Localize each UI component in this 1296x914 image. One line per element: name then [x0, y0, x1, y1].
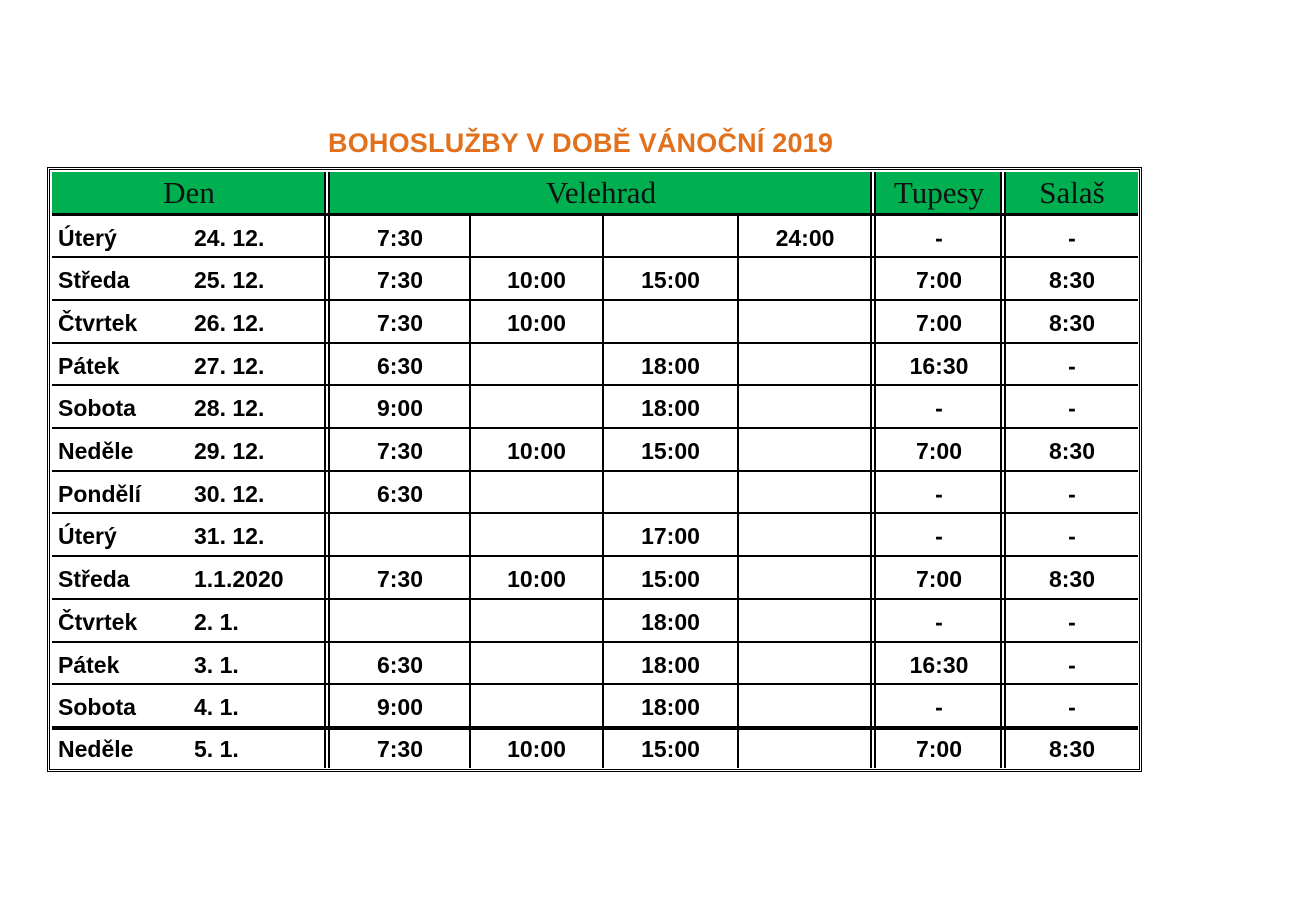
column-divider: [870, 172, 872, 768]
cell-v-1: 10:00: [507, 735, 566, 762]
cell-day: Středa: [58, 566, 130, 592]
cell-v-0: 6:30: [376, 352, 424, 379]
cell-date: 28. 12.: [194, 395, 265, 421]
cell-v-2: 18:00: [641, 352, 700, 379]
cell-date: 27. 12.: [194, 352, 265, 379]
row-divider: [52, 555, 1138, 557]
cell-date: 24. 12.: [194, 224, 265, 251]
cell-salas: 8:30: [1048, 566, 1096, 592]
cell-v-2: [603, 302, 738, 345]
column-divider: [328, 172, 330, 768]
cell-v-3: [738, 686, 872, 729]
row-divider: [52, 384, 1138, 386]
cell-v-1: [470, 601, 603, 644]
cell-date: 30. 12.: [194, 480, 265, 507]
row-divider: [52, 683, 1138, 685]
column-divider: [1000, 172, 1002, 768]
column-divider: [874, 172, 876, 768]
cell-v-1: [470, 345, 603, 387]
cell-v-0: 7:30: [376, 310, 424, 336]
page-title: BOHOSLUŽBY V DOBĚ VÁNOČNÍ 2019: [328, 128, 834, 158]
header-tupesy: Tupesy: [876, 172, 1002, 214]
cell-v-2: 18:00: [641, 694, 700, 720]
cell-v-0: 7:30: [376, 267, 424, 293]
header-den: Den: [52, 172, 326, 214]
cell-salas: -: [1068, 609, 1076, 635]
cell-salas: 8:30: [1048, 438, 1096, 464]
cell-v-3: 24:00: [775, 224, 835, 251]
cell-day: Středa: [58, 267, 130, 293]
column-divider: [602, 214, 604, 768]
cell-v-1: [470, 686, 603, 729]
cell-salas: -: [1068, 352, 1076, 379]
cell-v-0: 9:00: [376, 694, 424, 720]
cell-salas: -: [1068, 395, 1076, 421]
cell-v-0: 7:30: [376, 438, 424, 464]
cell-salas: -: [1068, 694, 1076, 720]
header-velehrad: Velehrad: [330, 172, 872, 214]
cell-v-2: 18:00: [641, 651, 700, 678]
cell-date: 1.1.2020: [194, 566, 284, 592]
row-divider: [52, 512, 1138, 514]
cell-tupesy: -: [935, 523, 943, 549]
cell-v-2: 15:00: [641, 735, 700, 762]
cell-salas: 8:30: [1048, 735, 1096, 762]
cell-v-3: [738, 345, 872, 387]
row-divider: [52, 427, 1138, 429]
cell-day: Čtvrtek: [58, 310, 138, 336]
cell-v-3: [738, 644, 872, 686]
cell-tupesy: -: [935, 395, 943, 421]
cell-salas: -: [1068, 651, 1076, 678]
column-divider: [737, 214, 739, 768]
cell-date: 25. 12.: [194, 267, 265, 293]
cell-salas: -: [1068, 523, 1076, 549]
cell-date: 26. 12.: [194, 310, 265, 336]
cell-v-3: [738, 302, 872, 345]
cell-v-1: [470, 473, 603, 515]
cell-v-1: [470, 644, 603, 686]
column-divider: [469, 214, 471, 768]
cell-v-0: 6:30: [376, 480, 424, 507]
cell-v-2: 18:00: [641, 609, 700, 635]
cell-v-3: [738, 558, 872, 601]
cell-tupesy: 7:00: [915, 566, 963, 592]
cell-v-2: [603, 217, 738, 259]
cell-day: Úterý: [58, 523, 117, 549]
cell-v-3: [738, 515, 872, 558]
cell-date: 29. 12.: [194, 438, 265, 464]
row-divider: [52, 299, 1138, 301]
cell-v-2: 15:00: [641, 566, 700, 592]
cell-tupesy: 16:30: [909, 651, 969, 678]
cell-day: Pátek: [58, 352, 120, 379]
cell-date: 5. 1.: [194, 735, 239, 762]
cell-v-1: [470, 217, 603, 259]
cell-v-1: 10:00: [507, 267, 566, 293]
header-divider: [52, 213, 1138, 216]
cell-tupesy: -: [935, 480, 943, 507]
cell-v-3: [738, 387, 872, 430]
cell-v-1: [470, 515, 603, 558]
cell-v-0: 9:00: [376, 395, 424, 421]
column-divider: [1004, 172, 1006, 768]
cell-day: Neděle: [58, 735, 134, 762]
row-divider: [52, 256, 1138, 258]
cell-v-3: [738, 259, 872, 302]
cell-date: 4. 1.: [194, 694, 239, 720]
header-salas: Salaš: [1006, 172, 1138, 214]
cell-date: 31. 12.: [194, 523, 265, 549]
cell-tupesy: 7:00: [915, 267, 963, 293]
cell-tupesy: -: [935, 609, 943, 635]
cell-date: 3. 1.: [194, 651, 239, 678]
cell-day: Úterý: [58, 224, 117, 251]
row-divider: [52, 342, 1138, 344]
cell-v-0: 7:30: [376, 735, 424, 762]
row-divider: [52, 641, 1138, 643]
cell-tupesy: 7:00: [915, 310, 963, 336]
cell-tupesy: 7:00: [915, 438, 963, 464]
cell-v-0: [330, 515, 470, 558]
cell-day: Sobota: [58, 395, 136, 421]
cell-v-0: 7:30: [376, 566, 424, 592]
cell-v-1: 10:00: [507, 310, 566, 336]
cell-v-2: [603, 473, 738, 515]
cell-v-0: 6:30: [376, 651, 424, 678]
cell-salas: 8:30: [1048, 310, 1096, 336]
cell-tupesy: 7:00: [915, 735, 963, 762]
cell-v-3: [738, 430, 872, 473]
cell-tupesy: -: [935, 694, 943, 720]
cell-v-0: 7:30: [376, 224, 424, 251]
cell-salas: -: [1068, 480, 1076, 507]
cell-day: Sobota: [58, 694, 136, 720]
cell-day: Pátek: [58, 651, 120, 678]
row-divider: [52, 727, 1138, 730]
cell-date: 2. 1.: [194, 609, 239, 635]
cell-v-1: 10:00: [507, 438, 566, 464]
cell-salas: 8:30: [1048, 267, 1096, 293]
cell-day: Čtvrtek: [58, 609, 138, 635]
row-divider: [52, 598, 1138, 600]
cell-tupesy: -: [935, 224, 943, 251]
cell-v-3: [738, 601, 872, 644]
cell-v-2: 15:00: [641, 438, 700, 464]
column-divider: [324, 172, 326, 768]
cell-v-1: 10:00: [507, 566, 566, 592]
cell-day: Pondělí: [58, 480, 142, 507]
cell-v-2: 15:00: [641, 267, 700, 293]
cell-v-2: 18:00: [641, 395, 700, 421]
row-divider: [52, 470, 1138, 472]
cell-day: Neděle: [58, 438, 134, 464]
cell-v-0: [330, 601, 470, 644]
cell-v-3: [738, 473, 872, 515]
cell-salas: -: [1068, 224, 1076, 251]
cell-v-3: [738, 729, 872, 769]
cell-tupesy: 16:30: [909, 352, 969, 379]
cell-v-2: 17:00: [641, 523, 700, 549]
cell-v-1: [470, 387, 603, 430]
